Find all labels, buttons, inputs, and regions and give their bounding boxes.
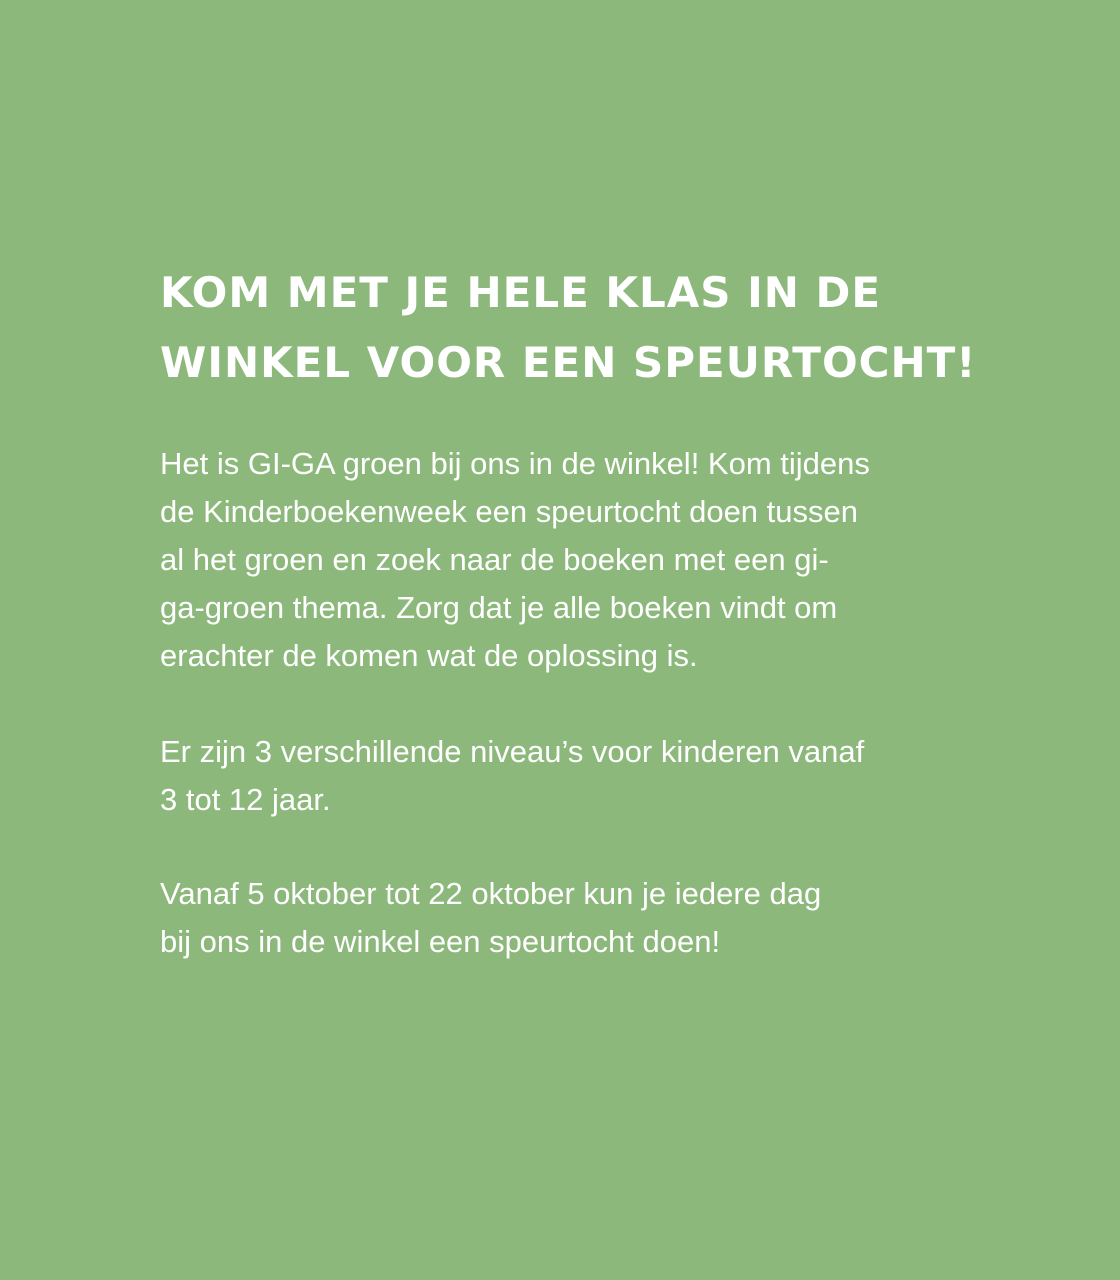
levels-line-1: Er zijn 3 verschillende niveau’s voor kinderen vanaf: [160, 734, 865, 769]
intro-line-4: ga-groen thema. Zorg dat je alle boeken vindt om: [160, 590, 838, 625]
promo-content: [160, 258, 1020, 966]
intro-line-1: Het is GI-GA groen bij ons in de winkel! Kom tijdens: [160, 446, 870, 481]
intro-line-5: erachter de komen wat de oplossing is.: [160, 638, 698, 673]
dates-line-1: Vanaf 5 oktober tot 22 oktober kun je iedere dag: [160, 876, 822, 911]
intro-line-2: de Kinderboekenweek een speurtocht doen tussen: [160, 494, 858, 529]
levels-line-2: 3 tot 12 jaar.: [160, 782, 331, 817]
intro-line-3: al het groen en zoek naar de boeken met een gi-: [160, 542, 829, 577]
dates-paragraph: [160, 870, 1020, 966]
intro-paragraph: [160, 440, 1020, 680]
heading-line-2: WINKEL VOOR EEN SPEURTOCHT!: [160, 338, 977, 387]
promo-heading: [160, 258, 1020, 398]
dates-line-2: bij ons in de winkel een speurtocht doen!: [160, 924, 721, 959]
heading-line-1: KOM MET JE HELE KLAS IN DE: [160, 268, 882, 317]
levels-paragraph: [160, 728, 1020, 824]
